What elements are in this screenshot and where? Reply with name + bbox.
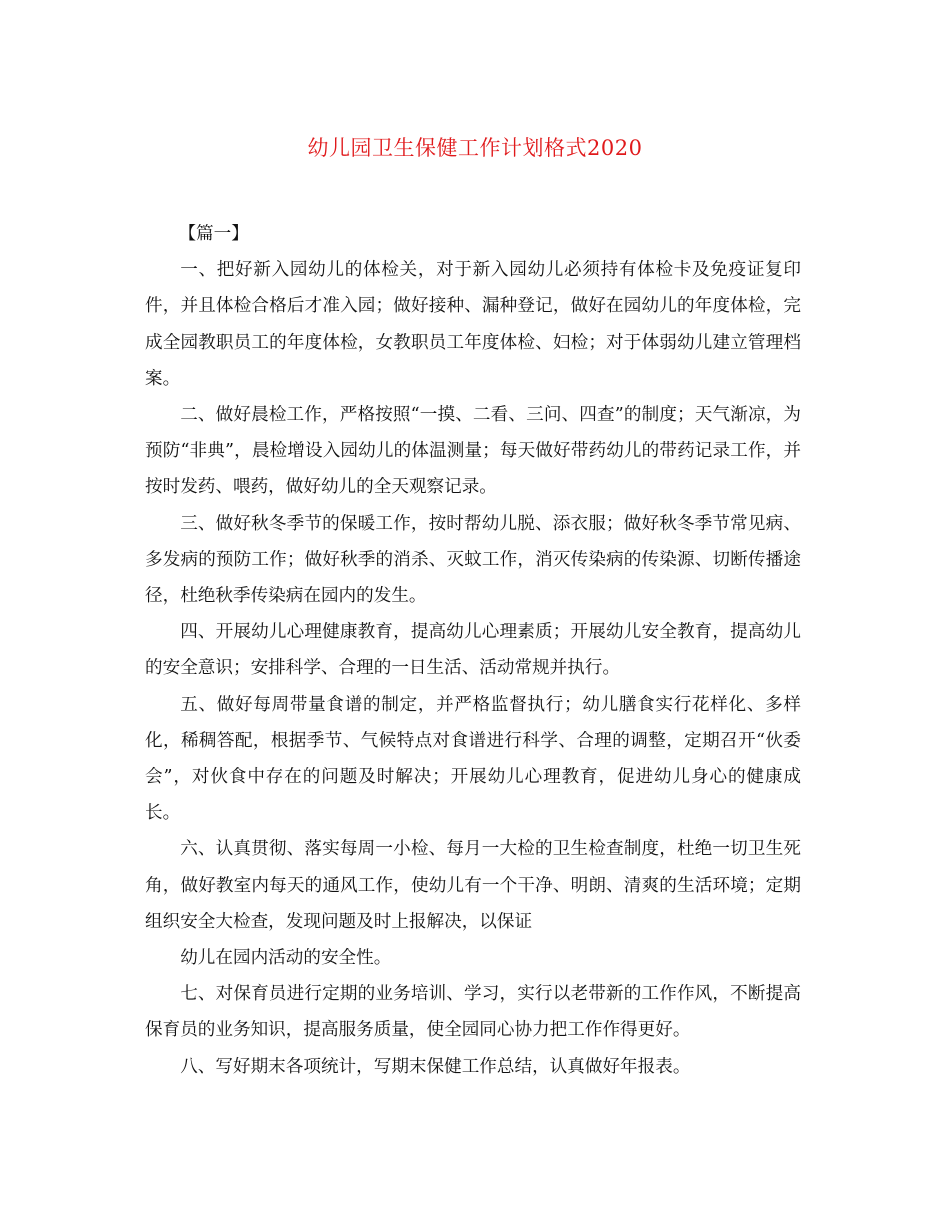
paragraph-2: 二、做好晨检工作，严格按照“一摸、二看、三问、四查”的制度；天气渐凉，为预防“非典”，晨检增设入园幼儿的体温测量；每天做好带药幼儿的带药记录工作，并按时发药、喂药，做好幼儿的全天观察记录。 [145,405,801,498]
document-body [145,216,801,1085]
paragraph-8: 八、写好期末各项统计，写期末保健工作总结，认真做好年报表。 [180,1056,691,1077]
paragraph-4: 四、开展幼儿心理健康教育，提高幼儿心理素质；开展幼儿安全教育，提高幼儿的安全意识；安排科学、合理的一日生活、活动常规并执行。 [145,622,801,679]
section-label: 【篇一】 [178,224,249,244]
paragraph-6-continuation: 幼儿在园内活动的安全性。 [180,948,392,969]
paragraph-3: 三、做好秋冬季节的保暖工作，按时帮幼儿脱、添衣服；做好秋冬季节常见病、多发病的预防工作；做好秋季的消杀、灭蚊工作，消灭传染病的传染源、切断传播途径，杜绝秋季传染病在园内的发生。 [145,513,801,607]
document-title: 幼儿园卫生保健工作计划格式2020 [307,136,643,160]
paragraph-5: 五、做好每周带量食谱的制定，并严格监督执行；幼儿膳食实行花样化、多样化，稀稠答配，根据季节、气候特点对食谱进行科学、合理的调整，定期召开“伙委会”，对伙食中存在的问题及时解决；开展幼儿心理教育，促进幼儿身心的健康成长。 [145,694,801,824]
paragraph-6: 六、认真贯彻、落实每周一小检、每月一大检的卫生检查制度，杜绝一切卫生死角，做好教室内每天的通风工作，使幼儿有一个干净、明朗、清爽的生活环境；定期组织安全大检查，发现问题及时上报解决，以保证 [145,839,801,932]
paragraph-7: 七、对保育员进行定期的业务培训、学习，实行以老带新的工作作风，不断提高保育员的业务知识，提高服务质量，使全园同心协力把工作作得更好。 [145,984,801,1041]
paragraph-1: 一、把好新入园幼儿的体检关，对于新入园幼儿必须持有体检卡及免疫证复印件，并且体检合格后才准入园；做好接种、漏种登记，做好在园幼儿的年度体检，完成全园教职员工的年度体检，女教职员工年度体检、妇检；对于体弱幼儿建立管理档案。 [145,260,801,389]
